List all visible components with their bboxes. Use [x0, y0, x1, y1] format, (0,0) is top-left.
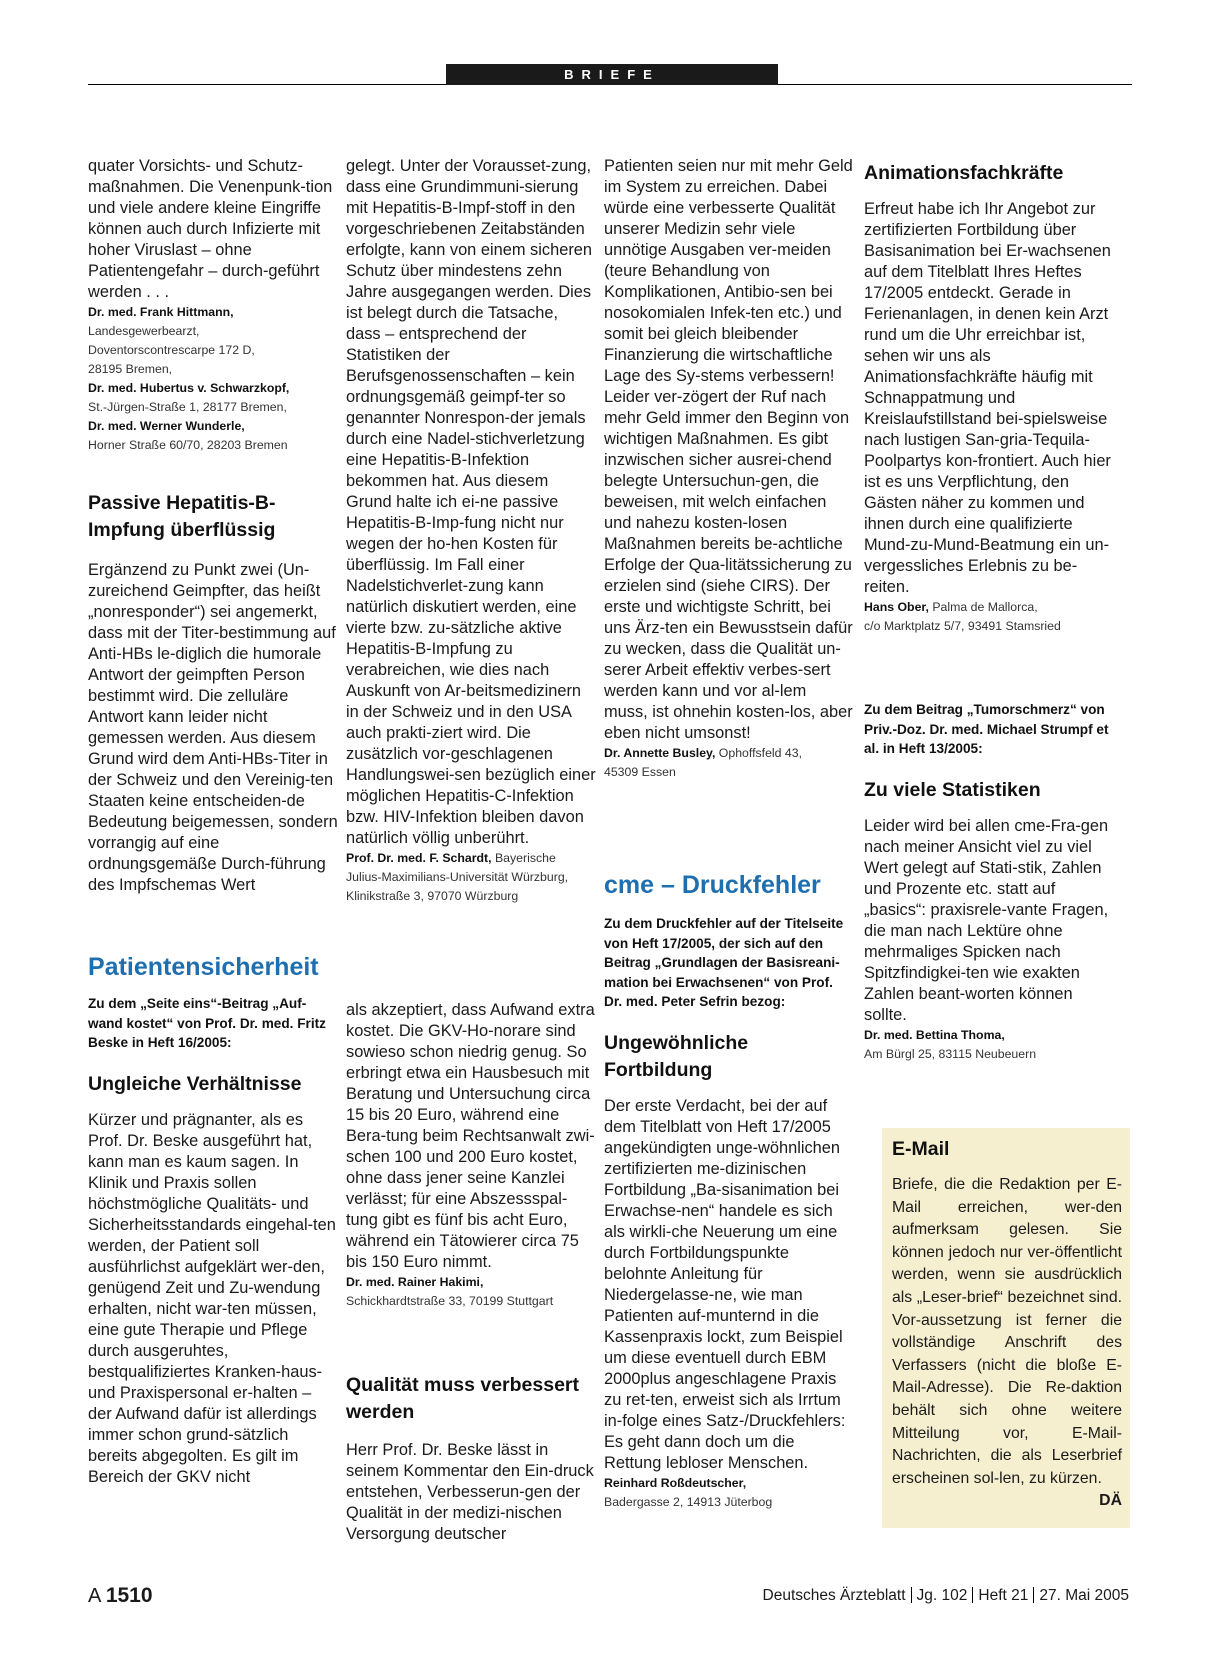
- letter-text: Kürzer und prägnanter, als es Prof. Dr. Beske ausgeführt hat, kann man es kaum sagen. In Klinik und Praxis sollen höchstmögliche Qualitäts- und Sicherheitsstandards eingehal-ten werden, der Patient soll ausführlichst aufgeklärt wer-den, genügend Zeit und Zu-wendung erhalten, nicht war-ten müssen, eine gute Therapie und Pflege durch ausgeruhtes, bestqualifiziertes Kranken-haus- und Praxispersonal er-halten – der Aufwand dafür ist allerdings immer schon grund-sätzlich bereits abgegolten. Es gilt im Bereich der GKV nicht: [88, 1110, 336, 1486]
- letter-heading: Zu viele Statistiken: [864, 778, 1041, 801]
- footer-separator: [911, 1587, 912, 1603]
- box-text: [892, 1174, 1122, 1513]
- journal-issue: Heft 21: [978, 1587, 1029, 1604]
- author-address: Doventorscontrescarpe 172 D,: [88, 343, 255, 357]
- author-address: Palma de Mallorca,: [928, 600, 1038, 614]
- author-address: Julius-Maximilians-Universität Würzburg,: [346, 870, 569, 884]
- author-address: Badergasse 2, 14913 Jüterbog: [604, 1494, 773, 1509]
- letter-heading: Qualität muss verbessert werden: [346, 1374, 580, 1423]
- section-title: Patientensicherheit: [88, 953, 319, 981]
- reference-intro: Zu dem Beitrag „Tumorschmerz“ von Priv.-Doz. Dr. med. Michael Strumpf et al. in Heft 13/2005:: [864, 702, 1109, 756]
- letter-text: Erfreut habe ich Ihr Angebot zur zertifizierten Fortbildung über Basisanimation bei Er-wachsenen auf dem Titelblatt Ihres Heftes 17/2005 entdeckt. Gerade in Ferienanlagen, in denen kein Arzt rund um die Uhr erreichbar ist, sehen wir uns als Animationsfachkräfte häufig mit Schnappatmung und Kreislaufstillstand bei-spielsweise nach lustigen San-gria-Tequila-Poolpartys kon-frontiert. Auch hier ist es uns Verpflichtung, den Gästen näher zu kommen und ihnen durch eine qualifizierte Mund-zu-Mund-Beatmung ein un-vergessliches Erlebnis zu be-reiten.: [864, 200, 1111, 596]
- letter-heading: Ungewöhnliche Fortbildung: [604, 1031, 749, 1081]
- letter-heading: Animationsfachkräfte: [864, 162, 1064, 184]
- section-title: cme – Druckfehler: [604, 871, 821, 899]
- box-body: Briefe, die die Redaktion per E-Mail erreichen, wer-den aufmerksam gelesen. Sie können jedoch nur ver-öffentlicht werden, wenn sie ausdrücklich als „Leser-brief“ bezeichnet sind. Vor-aussetzung ist ferner die vollständige Anschrift des Verfassers (nicht die bloße E-Mail-Adresse). Die Re-daktion behält sich ohne weitere Mitteilung vor, E-Mail-Nachrichten, die als Leserbrief erscheinen sol-len, zu kürzen.: [892, 1176, 1122, 1487]
- author-address: Ophoffsfeld 43,: [715, 746, 802, 760]
- patientensicherheit-section: [88, 952, 338, 1488]
- author-name: Hans Ober,: [864, 600, 929, 614]
- journal-name: Deutsches Ärzteblatt: [762, 1587, 906, 1604]
- signature-block: [864, 1026, 1114, 1064]
- qualitaet-section: [346, 1372, 596, 1545]
- journal-date: 27. Mai 2005: [1039, 1587, 1129, 1604]
- journal-mark: DÄ: [1099, 1492, 1122, 1510]
- page-number-value: 1510: [105, 1584, 153, 1607]
- author-address: 45309 Essen: [604, 765, 676, 779]
- signature-block: [346, 1273, 596, 1311]
- letter-heading: Passive Hepatitis-B-Impfung überflüssig: [88, 492, 276, 541]
- signature-block: [864, 598, 1114, 636]
- reference-intro: Zu dem Druckfehler auf der Titelseite von Heft 17/2005, der sich auf den Beitrag „Grundlagen der Basisreani-mation bei Erwachsenen“ von Prof. Dr. med. Peter Sefrin bezog:: [604, 916, 844, 1009]
- signature-block: [346, 849, 596, 906]
- signature-block: [604, 744, 854, 782]
- passive-hepatitis-section: [88, 490, 338, 896]
- column-2-continued: [346, 1000, 596, 1311]
- author-address: Bayerische: [491, 851, 556, 865]
- author-address: Horner Straße 60/70, 28203 Bremen: [88, 438, 288, 452]
- letter-text: quater Vorsichts- und Schutz-maßnahmen. Die Venenpunk-tion und viele andere kleine Eingriffe können auch durch Infizierte mit hoher Viruslast – ohne Patientengefahr – durch-geführt werden . . .: [88, 157, 333, 301]
- box-heading: E-Mail: [892, 1138, 950, 1160]
- statistiken-section: [864, 700, 1114, 1064]
- column-1: [88, 156, 338, 455]
- letter-heading: Ungleiche Verhältnisse: [88, 1072, 302, 1095]
- author-name: Dr. med. Frank Hittmann,: [88, 305, 234, 319]
- author-address: St.-Jürgen-Straße 1, 28177 Bremen,: [88, 400, 287, 414]
- signature-block: [604, 1474, 854, 1512]
- letter-text: als akzeptiert, dass Aufwand extra kostet. Die GKV-Ho-norare sind sowieso schon niedrig genug. So erbringt etwa ein Hausbesuch mit Beratung und Untersuchung circa 15 bis 20 Euro, während eine Bera-tung beim Rechtsanwalt zwi-schen 100 und 200 Euro kostet, ohne dass jener seine Kanzlei verlässt; für eine Abszessspal-tung gibt es fünf bis acht Euro, während ein Tätowierer circa 75 bis 150 Euro nimmt.: [346, 1001, 595, 1271]
- author-address: 28195 Bremen,: [88, 362, 173, 376]
- author-address: Am Bürgl 25, 83115 Neubeuern: [864, 1046, 1037, 1061]
- journal-footer: [763, 1587, 1129, 1605]
- column-4: [864, 160, 1114, 636]
- author-name: Dr. med. Hubertus v. Schwarzkopf,: [88, 381, 290, 395]
- section-header: BRIEFE: [446, 64, 778, 85]
- author-address: Klinikstraße 3, 97070 Würzburg: [346, 889, 519, 903]
- author-address: Landesgewerbearzt,: [88, 324, 200, 338]
- journal-volume: Jg. 102: [916, 1587, 968, 1604]
- cme-section: [604, 870, 854, 1512]
- page-number: [88, 1584, 153, 1608]
- footer-separator: [1033, 1587, 1034, 1603]
- author-name: Prof. Dr. med. F. Schardt,: [346, 851, 492, 865]
- author-name: Reinhard Roßdeutscher,: [604, 1475, 747, 1490]
- letter-text: Leider wird bei allen cme-Fra-gen nach meiner Ansicht viel zu viel Wert gelegt auf Stati-stik, Zahlen und Prozente etc. statt auf „basics“: praxisrele-vante Fragen, die man nach Lektüre ohne mehrmaliges Spicken nach Spitzfindigkei-ten wie exakten Zahlen beant-worten können sollte.: [864, 816, 1109, 1024]
- author-name: Dr. med. Bettina Thoma,: [864, 1027, 1005, 1042]
- page-prefix: A: [88, 1585, 101, 1607]
- author-name: Dr. Annette Busley,: [604, 746, 716, 760]
- letter-text: Patienten seien nur mit mehr Geld im System zu erreichen. Dabei würde eine verbesserte Qualität unserer Medizin sehr viele unnötige Ausgaben ver-meiden (teure Behandlung von Komplikationen, Antibio-sen bei nosokomialen Infek-ten etc.) und somit bei gleich bleibender Finanzierung die wirtschaftliche Lage des Sy-stems verbessern! Leider ver-zögert der Ruf nach mehr Geld immer den Beginn von wichtigen Maßnahmen. Es gibt inzwischen sicher ausrei-chend belegte Untersuchun-gen, die beweisen, mit welch einfachen und nahezu kosten-losen Maßnahmen bereits be-achtliche Erfolge der Qua-litätssicherung zu erzielen sind (siehe CIRS). Der erste und wichtigste Schritt, bei uns Ärz-ten ein Bewusstsein dafür zu wecken, dass die Qualität un-serer Arbeit effektiv verbes-sert werden kann und vor al-lem muss, ist ohnehin kosten-los, aber eben nicht umsonst!: [604, 157, 853, 742]
- footer-separator: [972, 1587, 973, 1603]
- letter-text: Der erste Verdacht, bei der auf dem Titelblatt von Heft 17/2005 angekündigten unge-wöhnlichen zertifizierten me-dizinischen Fortbildung „Ba-sisanimation bei Erwachse-nen“ handele es sich als wirkli-che Neuerung um eine durch Fortbildungspunkte belohnte Anleitung für Niedergelasse-ne, wie man Patienten auf-munternd in die Kassenpraxis lockt, zum Beispiel um diese eventuell durch EBM 2000plus angeschlagene Praxis zu ret-ten, erweist sich als Irrtum in-folge eines Satz-/Druckfehlers: Es geht dann doch um die Rettung lebloser Menschen.: [604, 1096, 846, 1472]
- reference-intro: Zu dem „Seite eins“-Beitrag „Auf-wand kostet“ von Prof. Dr. med. Fritz Beske in Heft 16/2005:: [88, 996, 326, 1050]
- letter-text: gelegt. Unter der Vorausset-zung, dass eine Grundimmuni-sierung mit Hepatitis-B-Impf-stoff in den vorgeschriebenen Zeitabständen erfolgte, kann von einem sicheren Schutz über mindestens zehn Jahre ausgegangen werden. Dies ist belegt durch die Tatsache, dass – entsprechend der Statistiken der Berufsgenossenschaften – kein ordnungsgemäß geimpf-ter so genannter Nonrespon-der jemals durch eine Nadel-stichverletzung eine Hepatitis-B-Infektion bekommen hat. Aus diesem Grund halte ich ei-ne passive Hepatitis-B-Imp-fung nicht nur wegen der ho-hen Kosten für überflüssig. Im Fall einer Nadelstichverlet-zung kann natürlich diskutiert werden, eine vierte bzw. zu-sätzliche aktive Hepatitis-B-Impfung zu verabreichen, wie dies nach Auskunft von Ar-beitsmedizinern in der Schweiz und in den USA auch prakti-ziert wird. Die zusätzlich vor-geschlagenen Handlungswei-sen bezüglich einer möglichen Hepatitis-C-Infektion bzw. HIV-Infektion bleiben davon natürlich völlig unberührt.: [346, 157, 596, 847]
- author-address: c/o Marktplatz 5/7, 93491 Stamsried: [864, 619, 1061, 633]
- email-info-box: [882, 1128, 1130, 1528]
- author-name: Dr. med. Rainer Hakimi,: [346, 1275, 484, 1289]
- signature-block: [88, 303, 338, 455]
- column-2: [346, 156, 596, 906]
- letter-text: Ergänzend zu Punkt zwei (Un-zureichend Geimpfter, das heißt „nonresponder“) sei angemerkt, dass mit der Titer-bestimmung auf Anti-HBs le-diglich die humorale Antwort der geimpften Person bestimmt wird. Die zelluläre Antwort kann leider nicht gemessen werden. Aus diesem Grund wird dem Anti-HBs-Titer in der Schweiz und den Vereinig-ten Staaten keine entscheiden-de Bedeutung beigemessen, sondern vorrangig auf eine ordnungsgemäße Durch-führung des Impfschemas Wert: [88, 561, 338, 894]
- author-name: Dr. med. Werner Wunderle,: [88, 419, 245, 433]
- column-3: [604, 156, 854, 782]
- author-address: Schickhardtstraße 33, 70199 Stuttgart: [346, 1294, 554, 1308]
- letter-text: Herr Prof. Dr. Beske lässt in seinem Kommentar den Ein-druck entstehen, Verbesserun-gen der Qualität in der medizi-nischen Versorgung deutscher: [346, 1441, 594, 1543]
